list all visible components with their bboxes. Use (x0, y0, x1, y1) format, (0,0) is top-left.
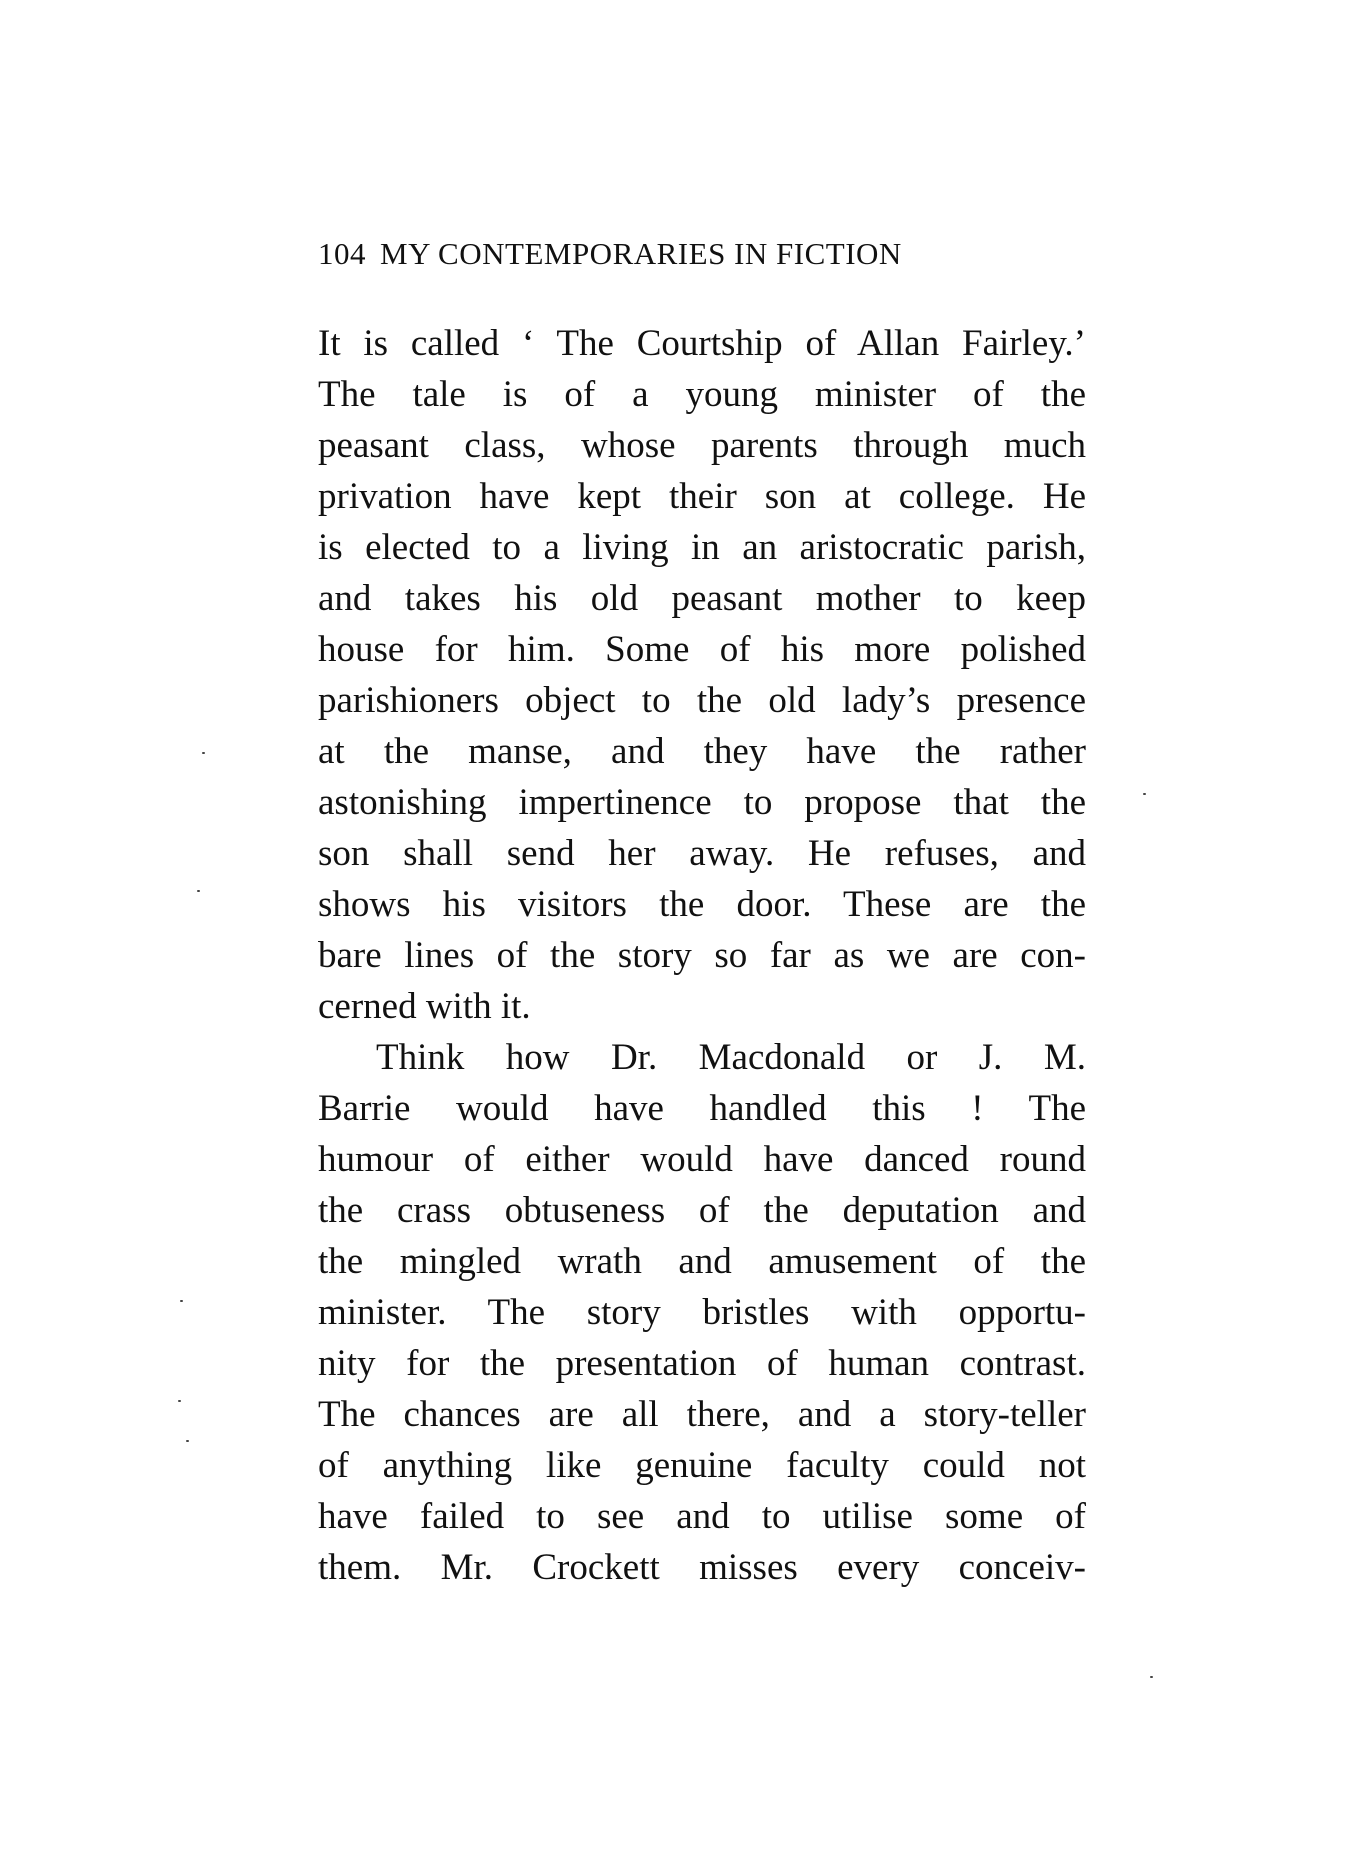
text-line: shows his visitors the door. These are the (318, 884, 1086, 925)
scan-speck (1143, 793, 1146, 795)
text-line: the crass obtuseness of the deputation and (318, 1190, 1086, 1231)
page-number: 104 (318, 236, 366, 271)
text-line: at the manse, and they have the rather (318, 731, 1086, 772)
scan-speck (1150, 1676, 1153, 1678)
text-line: It is called ‘ The Courtship of Allan Fairley.’ (318, 323, 1086, 364)
text-line: nity for the presentation of human contrast. (318, 1343, 1086, 1384)
text-line: of anything like genuine faculty could not (318, 1445, 1086, 1486)
text-line: have failed to see and to utilise some of (318, 1496, 1086, 1537)
scan-speck (180, 1300, 183, 1302)
text-line: parishioners object to the old lady’s presence (318, 680, 1086, 721)
scan-speck (202, 752, 205, 754)
text-line: Barrie would have handled this ! The (318, 1088, 1086, 1129)
text-line: privation have kept their son at college. He (318, 476, 1086, 517)
text-line: house for him. Some of his more polished (318, 629, 1086, 670)
running-title: MY CONTEMPORARIES IN FICTION (380, 236, 902, 271)
scan-speck (197, 890, 200, 892)
text-line: and takes his old peasant mother to keep (318, 578, 1086, 619)
text-line: The tale is of a young minister of the (318, 374, 1086, 415)
scan-speck (178, 1400, 181, 1402)
body-text (318, 318, 1086, 1593)
text-line: the mingled wrath and amusement of the (318, 1241, 1086, 1282)
text-line: astonishing impertinence to propose that the (318, 782, 1086, 823)
text-line: is elected to a living in an aristocratic parish, (318, 527, 1086, 568)
text-line: humour of either would have danced round (318, 1139, 1086, 1180)
text-line: them. Mr. Crockett misses every conceiv- (318, 1547, 1086, 1588)
text-line: son shall send her away. He refuses, and (318, 833, 1086, 874)
text-line: minister. The story bristles with opportu- (318, 1292, 1086, 1333)
text-line: The chances are all there, and a story-teller (318, 1394, 1086, 1435)
scan-speck (186, 1440, 189, 1442)
running-header (318, 236, 1078, 286)
paragraph-2 (318, 1032, 1086, 1593)
paragraph-1 (318, 318, 1086, 1032)
text-line: bare lines of the story so far as we are con- (318, 935, 1086, 976)
text-line: Think how Dr. Macdonald or J. M. (376, 1037, 1086, 1078)
text-line: cerned with it. (318, 986, 531, 1027)
text-line: peasant class, whose parents through much (318, 425, 1086, 466)
